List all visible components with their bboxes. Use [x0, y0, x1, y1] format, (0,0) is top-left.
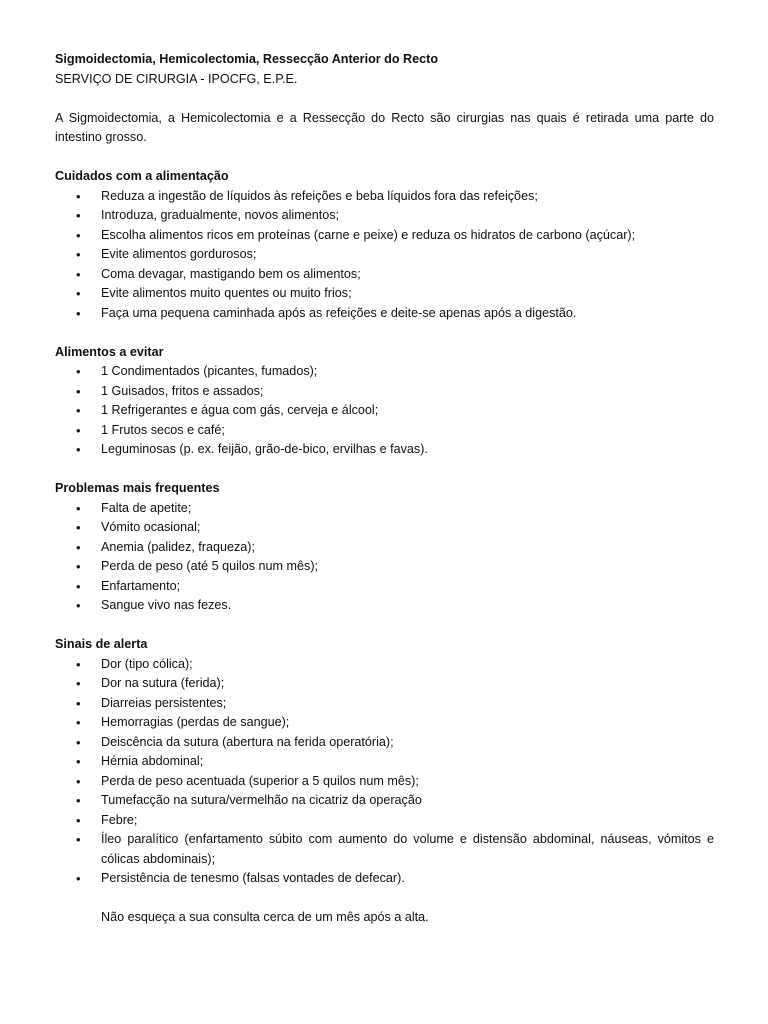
bullet-list — [55, 655, 714, 889]
bullet-icon: • — [76, 442, 81, 457]
bullet-icon: • — [76, 734, 81, 750]
list-item — [55, 674, 714, 694]
section-block — [55, 167, 714, 323]
list-item-text: Faça uma pequena caminhada após as refeições e deite-se apenas após a digestão. — [101, 305, 577, 320]
list-item — [55, 791, 714, 811]
list-item — [55, 362, 714, 382]
list-item-text: Deiscência da sutura (abertura na ferida operatória); — [101, 734, 394, 749]
bullet-icon: • — [76, 500, 81, 516]
bullet-icon: • — [76, 247, 81, 262]
list-item-text: 1 Frutos secos e café; — [101, 422, 225, 437]
bullet-icon: • — [76, 422, 81, 438]
bullet-icon: • — [76, 208, 81, 223]
sections-container — [55, 167, 714, 889]
list-item — [55, 577, 714, 597]
bullet-icon: • — [76, 286, 81, 301]
list-item — [55, 830, 714, 869]
bullet-list — [55, 187, 714, 324]
list-item-text: Dor na sutura (ferida); — [101, 676, 225, 690]
bullet-icon: • — [76, 539, 81, 555]
list-item-text: Falta de apetite; — [101, 500, 192, 515]
bullet-icon: • — [76, 227, 81, 243]
section-block — [55, 479, 714, 616]
section-heading: Alimentos a evitar — [55, 344, 164, 359]
list-item — [55, 772, 714, 792]
intro-paragraph: A Sigmoidectomia, a Hemicolectomia e a Ressecção do Recto são cirurgias nas quais é retirada uma parte do intestino grosso. — [55, 110, 714, 144]
list-item — [55, 869, 714, 889]
list-item — [55, 401, 714, 421]
list-item-text: Diarreias persistentes; — [101, 695, 227, 710]
section-block — [55, 635, 714, 889]
list-item — [55, 518, 714, 538]
list-item-text: 1 Guisados, fritos e assados; — [101, 383, 264, 398]
list-item-text: Anemia (palidez, fraqueza); — [101, 539, 256, 554]
list-item — [55, 382, 714, 402]
list-item-text: Coma devagar, mastigando bem os alimentos; — [101, 266, 361, 281]
list-item-text: Enfartamento; — [101, 578, 181, 593]
list-item — [55, 245, 714, 265]
list-item-text: Evite alimentos gordurosos; — [101, 247, 257, 261]
bullet-icon: • — [76, 188, 81, 204]
bullet-icon: • — [76, 656, 81, 672]
document-page — [55, 50, 714, 928]
bullet-icon: • — [76, 695, 81, 711]
list-item-text: Introduza, gradualmente, novos alimentos; — [101, 208, 340, 222]
list-item-text: Tumefacção na sutura/vermelhão na cicatriz da operação — [101, 793, 422, 807]
document-subtitle: SERVIÇO DE CIRURGIA - IPOCFG, E.P.E. — [55, 71, 298, 86]
list-item — [55, 304, 714, 324]
section-heading: Problemas mais frequentes — [55, 481, 220, 495]
list-item-text: Escolha alimentos ricos em proteínas (carne e peixe) e reduza os hidratos de carbono (açúcar); — [101, 227, 636, 242]
list-item — [55, 499, 714, 519]
closing-note: Não esqueça a sua consulta cerca de um mês após a alta. — [101, 910, 429, 924]
list-item — [55, 596, 714, 616]
bullet-icon: • — [76, 266, 81, 282]
section-heading: Cuidados com a alimentação — [55, 169, 229, 183]
bullet-icon: • — [76, 578, 81, 594]
bullet-icon: • — [76, 383, 81, 399]
list-item-text: Sangue vivo nas fezes. — [101, 598, 232, 612]
list-item — [55, 713, 714, 733]
bullet-icon: • — [76, 812, 81, 828]
section-block — [55, 343, 714, 460]
bullet-icon: • — [76, 832, 81, 847]
list-item — [55, 538, 714, 558]
list-item — [55, 557, 714, 577]
list-item-text: Evite alimentos muito quentes ou muito frios; — [101, 286, 352, 300]
bullet-icon: • — [76, 559, 81, 574]
bullet-icon: • — [76, 403, 81, 418]
bullet-icon: • — [76, 520, 81, 535]
list-item — [55, 752, 714, 772]
bullet-icon: • — [76, 793, 81, 808]
list-item-text: Hemorragias (perdas de sangue); — [101, 715, 290, 729]
bullet-list — [55, 499, 714, 616]
bullet-list — [55, 362, 714, 460]
list-item-text: 1 Refrigerantes e água com gás, cerveja e álcool; — [101, 403, 379, 417]
bullet-icon: • — [76, 364, 81, 379]
list-item-text: Vómito ocasional; — [101, 520, 201, 534]
list-item-text: Reduza a ingestão de líquidos às refeições e beba líquidos fora das refeições; — [101, 188, 538, 203]
list-item — [55, 284, 714, 304]
list-item-text: Íleo paralítico (enfartamento súbito com aumento do volume e distensão abdominal, náuseas, vómitos e cólicas abdominais); — [101, 832, 714, 866]
list-item — [55, 655, 714, 675]
list-item-text: 1 Condimentados (picantes, fumados); — [101, 364, 318, 378]
list-item — [55, 187, 714, 207]
list-item-text: Hérnia abdominal; — [101, 754, 204, 768]
list-item — [55, 694, 714, 714]
list-item-text: Febre; — [101, 812, 138, 827]
document-title: Sigmoidectomia, Hemicolectomia, Ressecção Anterior do Recto — [55, 52, 439, 66]
list-item-text: Perda de peso acentuada (superior a 5 quilos num mês); — [101, 773, 419, 788]
list-item — [55, 226, 714, 246]
section-heading: Sinais de alerta — [55, 637, 148, 651]
list-item — [55, 811, 714, 831]
list-item — [55, 733, 714, 753]
bullet-icon: • — [76, 773, 81, 789]
bullet-icon: • — [76, 305, 81, 321]
list-item — [55, 421, 714, 441]
bullet-icon: • — [76, 754, 81, 769]
list-item-text: Persistência de tenesmo (falsas vontades de defecar). — [101, 871, 405, 885]
list-item-text: Leguminosas (p. ex. feijão, grão-de-bico, ervilhas e favas). — [101, 442, 428, 456]
list-item — [55, 265, 714, 285]
bullet-icon: • — [76, 598, 81, 613]
list-item — [55, 440, 714, 460]
list-item-text: Dor (tipo cólica); — [101, 656, 193, 671]
bullet-icon: • — [76, 676, 81, 691]
bullet-icon: • — [76, 871, 81, 886]
list-item — [55, 206, 714, 226]
list-item-text: Perda de peso (até 5 quilos num mês); — [101, 559, 319, 573]
bullet-icon: • — [76, 715, 81, 730]
